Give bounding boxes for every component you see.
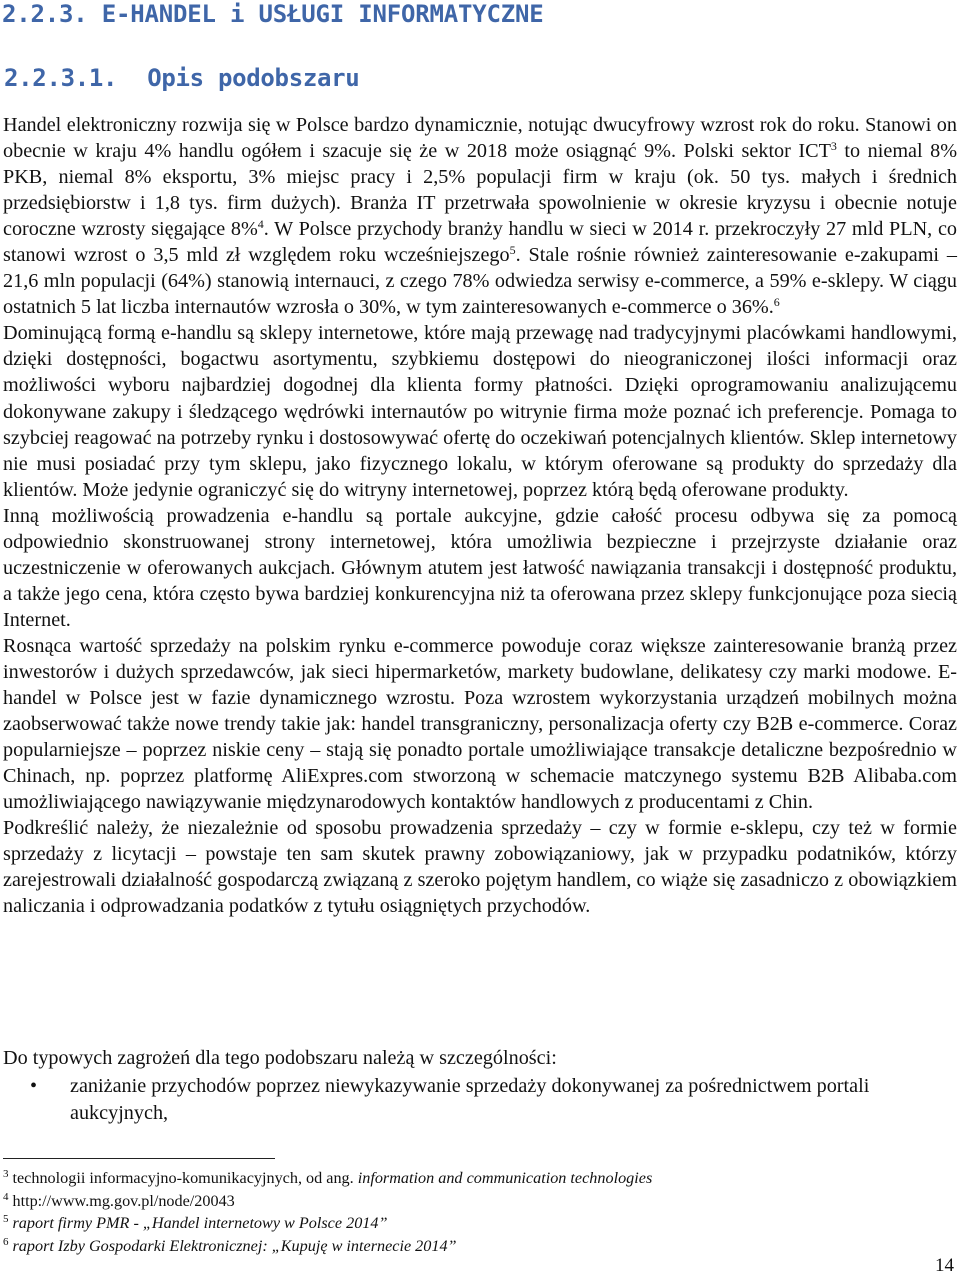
footnote-italic-text: raport Izby Gospodarki Elektronicznej: „Kupuję w internecie 2014” xyxy=(12,1236,457,1255)
p1-text-c: . W Polsce przychody branży handlu w sieci w 2014 r. przekroczyły 27 mld PLN, co stanowi wzrost o 3,5 mld zł względem roku wcześniejszego xyxy=(3,218,957,267)
list-item-text: zaniżanie przychodów poprzez niewykazywanie sprzedaży dokonywanej za pośrednictwem portali aukcyjnych, xyxy=(70,1075,870,1124)
p1-text-b: to niemal 8% PKB, niemal 8% eksportu, 3% miejsc pracy i 2,5% populacji firm w kraju (ok. 50 tys. małych i średnich przedsiębiorstw i 1,8 tys. firm dużych). Branża IT przetrwała spowolnienie w okresie kryzysu i obecnie notuje coroczne wzrosty sięgające 8% xyxy=(3,140,958,241)
paragraph-4: Rosnąca wartość sprzedaży na polskim rynku e-commerce powoduje coraz większe zainteresowanie branżą przez inwestorów i dużych sprzedawców, jak sieci hipermarketów, markety budowlane, delikatesy czy marki modowe. E-handel w Polsce jest w fazie dynamicznego wzrostu. Poza wzrostem wykorzystania urządzeń mobilnych można zaobserwować także nowe trendy takie jak: handel transgraniczny, personalizacja oferty czy B2B e-commerce. Coraz popularniejsze – poprzez niskie ceny – stają się ponadto portale umożliwiające transakcje detaliczne bezpośrednio w Chinach, np. poprzez platformę AliExpres.com stworzoną w schemacie matczynego systemu B2B Alibaba.com umożliwiającego nawiązywanie międzynarodowych kontaktów handlowych z producentami z Chin. xyxy=(3,634,957,814)
subsection-title: Opis podobszaru xyxy=(147,64,360,92)
footnote-link[interactable]: http://www.mg.gov.pl/node/20043 xyxy=(12,1191,235,1210)
paragraph-2: Dominującą formą e-handlu są sklepy internetowe, które mają przewagę nad tradycyjnymi placówkami handlowymi, dzięki dostępności, bogactwu asortymentu, szybkiemu dostępowi do nieograniczonej ilości informacji oraz możliwości wyboru najbardziej dogodnej dla klienta formy płatności. Dzięki oprogramowaniu analizującemu dokonywane zakupy i śledzącego wędrówki internautów po witrynie firma może poznać ich preferencje. Pomaga to szybciej reagować na potrzeby rynku i dostosowywać ofertę do oczekiwań potencjalnych klientów. Sklep internetowy nie musi posiadać przy tym sklepu, jako fizycznego lokalu, w którym oferowane są produkty do sprzedaży dla klientów. Może jedynie ograniczyć się do witryny internetowej, poprzez którą będą oferowane produkty. xyxy=(3,322,957,501)
footnote-3 xyxy=(3,1167,903,1190)
p1-text-a: Handel elektroniczny rozwija się w Polsce bardzo dynamicznie, notując dwucyfrowy wzrost rok do roku. Stanowi on obecnie w kraju 4% handlu ogółem i szacuje się że w 2018 może osiągnąć 9%. Polski sektor ICT xyxy=(3,114,957,163)
subsection-heading xyxy=(4,64,359,92)
page-number: 14 xyxy=(935,1255,954,1276)
bullet-icon: • xyxy=(30,1075,38,1097)
footnote-ref-5[interactable]: 5 xyxy=(509,243,516,258)
footnote-number: 3 xyxy=(3,1168,9,1180)
footnote-number: 6 xyxy=(3,1235,9,1248)
list-item xyxy=(0,1073,957,1127)
footnote-separator xyxy=(3,1158,275,1159)
threats-intro: Do typowych zagrożeń dla tego podobszaru należą w szczególności: xyxy=(3,1047,557,1069)
footnote-5 xyxy=(3,1212,903,1235)
footnote-6 xyxy=(3,1235,903,1258)
section-heading: 2.2.3. E-HANDEL i USŁUGI INFORMATYCZNE xyxy=(2,0,544,28)
body-text xyxy=(3,112,957,919)
paragraph-3: Inną możliwością prowadzenia e-handlu są portale aukcyjne, gdzie całość procesu odbywa się za pomocą odpowiednio skonstruowanej strony internetowej, która umożliwia bezpieczne i przejrzyste działanie oraz uczestniczenie w oferowanych aukcjach. Głównym atutem jest łatwość nawiązania transakcji i dostępność produktu, a także jego cena, która często bywa bardziej konkurencyjna niż ta oferowana przez sklepy funkcjonujące poza siecią Internet. xyxy=(3,504,957,631)
paragraph-5: Podkreślić należy, że niezależnie od sposobu prowadzenia sprzedaży – czy w formie e-sklepu, czy też w formie sprzedaży z licytacji – powstaje ten sam skutek prawny zobowiązaniowy, jak w przypadku podatników, którzy zarejestrowali działalność gospodarczą związaną z szeroko pojętym handlem, co wiąże się zasadniczo z obowiązkiem naliczania i odprowadzania podatków z tytułu osiągniętych przychodów. xyxy=(3,817,957,918)
footnote-ref-4[interactable]: 4 xyxy=(257,217,264,232)
footnote-number: 4 xyxy=(3,1190,9,1203)
paragraph-1 xyxy=(3,112,957,320)
p1-text-d: . Stale rośnie również zainteresowanie e-zakupami – 21,6 mln populacji (64%) stanowią internauci, z czego 78% odwiedza serwisy e-commerce, a 59% e-sklepy. W ciągu ostatnich 5 lat liczba internautów wzrosła o 30%, w tym zainteresowanych e-commerce o 36%. xyxy=(3,244,957,319)
footnotes xyxy=(3,1167,903,1257)
subsection-number: 2.2.3.1. xyxy=(4,64,118,92)
footnote-italic-text: information and communication technologies xyxy=(357,1169,653,1187)
footnote-number: 5 xyxy=(3,1213,9,1225)
footnote-ref-6[interactable]: 6 xyxy=(773,295,780,310)
footnote-italic-text: raport firmy PMR - „Handel internetowy w Polsce 2014” xyxy=(12,1214,388,1232)
footnote-text: technologii informacyjno-komunikacyjnych, od ang. xyxy=(12,1169,358,1187)
footnote-4 xyxy=(3,1190,903,1213)
footnote-ref-3[interactable]: 3 xyxy=(830,139,837,154)
threats-list xyxy=(0,1073,957,1127)
